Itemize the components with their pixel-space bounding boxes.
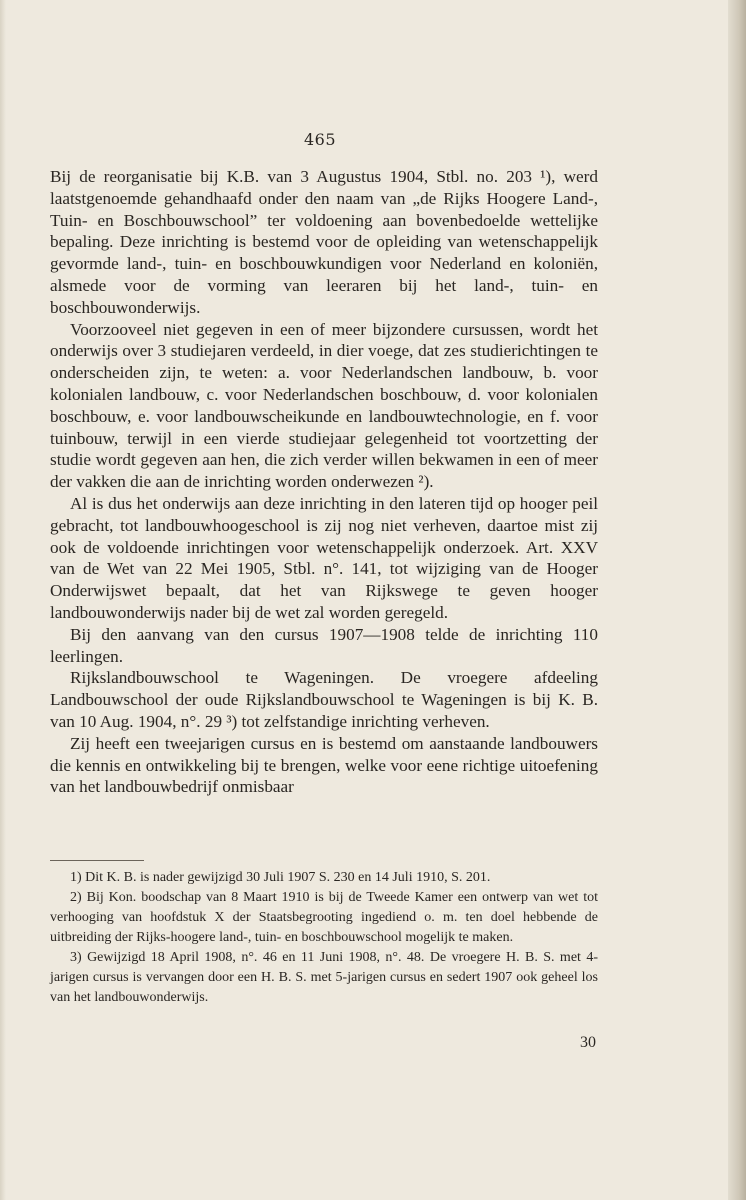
paragraph-tweejarige-cursus: Zij heeft een tweejarigen cursus en is bestemd om aanstaande landbouwers die kennis en ontwikkeling bij te brengen, welke voor eene richtige uitoefening van het landbouwbedrijf onmisbaar [50, 733, 598, 797]
footnote-divider [50, 860, 144, 861]
footnote-1: 1) Dit K. B. is nader gewijzigd 30 Juli 1907 S. 230 en 14 Juli 1910, S. 201. [70, 870, 491, 885]
footnote-2: 2) Bij Kon. boodschap van 8 Maart 1910 is bij de Tweede Kamer een ontwerp van wet tot verhooging van hoofdstuk X der Staatsbegrooting ingediend o. m. ten doel hebbende de uitbreiding der Rijks-hoogere land-, tuin- en boschbouwschool mogelijk te maken. [50, 890, 598, 945]
footnotes [50, 868, 598, 1008]
book-page [50, 0, 600, 1200]
signature-mark: 30 [580, 1034, 596, 1051]
page-edge-right [728, 0, 746, 1200]
paragraph-hooger-peil: Al is dus het onderwijs aan deze inrichting in den lateren tijd op hooger peil gebracht, tot landbouwhoogeschool is zij nog niet verheven, daartoe mist zij ook de voldoende inrichtingen voor wetenschappelijk onderzoek. Art. XXV van de Wet van 22 Mei 1905, Stbl. n°. 141, tot wijziging van de Hooger Onderwijswet bepaalt, dat het van Rijkswege te geven hooger landbouwonderwijs nader bij de wet zal worden geregeld. [50, 493, 598, 622]
page-number: 465 [303, 130, 337, 149]
paragraph-reorganisatie: Bij de reorganisatie bij K.B. van 3 Augustus 1904, Stbl. no. 203 ¹), werd laatstgenoemde gehandhaafd onder den naam van „de Rijks Hoogere Land-, Tuin- en Boschbouwschool” ter voldoening aan bovenbedoelde wettelijke bepaling. Deze inrichting is bestemd voor de opleiding van wetenschappelijk gevormde land-, tuin- en boschbouwkundigen voor Nederland en koloniën, alsmede voor de vorming van leeraren bij het land-, tuin- en boschbouwonderwijs. [50, 167, 598, 317]
paragraph-studierichtingen: Voorzooveel niet gegeven in een of meer bijzondere cursussen, wordt het onderwijs over 3 studiejaren verdeeld, in dier voege, dat zes studierichtingen te onderscheiden zijn, te weten: a. voor Nederlandschen landbouw, b. voor kolonialen landbouw, c. voor Nederlandschen boschbouw, d. voor kolonialen boschbouw, e. voor landbouwscheikunde en landbouwtechnologie, en f. voor tuinbouw, terwijl in een vierde studiejaar gelegenheid tot voortzetting der studie wordt gegeven aan hen, die zich verder willen bekwamen in een of meer der vakken die aan de inrichting worden onderwezen ²). [50, 319, 598, 492]
paragraph-rijkslandbouwschool: Rijkslandbouwschool te Wageningen. De vroegere afdeeling Landbouwschool der oude Rijkslandbouwschool te Wageningen is bij K. B. van 10 Aug. 1904, n°. 29 ³) tot zelfstandige inrichting verheven. [50, 668, 598, 731]
paragraph-aanvang-cursus: Bij den aanvang van den cursus 1907—1908 telde de inrichting 110 leerlingen. [50, 624, 598, 666]
footnote-3: 3) Gewijzigd 18 April 1908, n°. 46 en 11 Juni 1908, n°. 48. De vroegere H. B. S. met 4-jarigen cursus is vervangen door een H. B. S. met 5-jarigen cursus en sedert 1907 ook geheel los van het landbouwonderwijs. [50, 950, 598, 1005]
page-edge-left [0, 0, 6, 1200]
body-text [50, 166, 598, 798]
